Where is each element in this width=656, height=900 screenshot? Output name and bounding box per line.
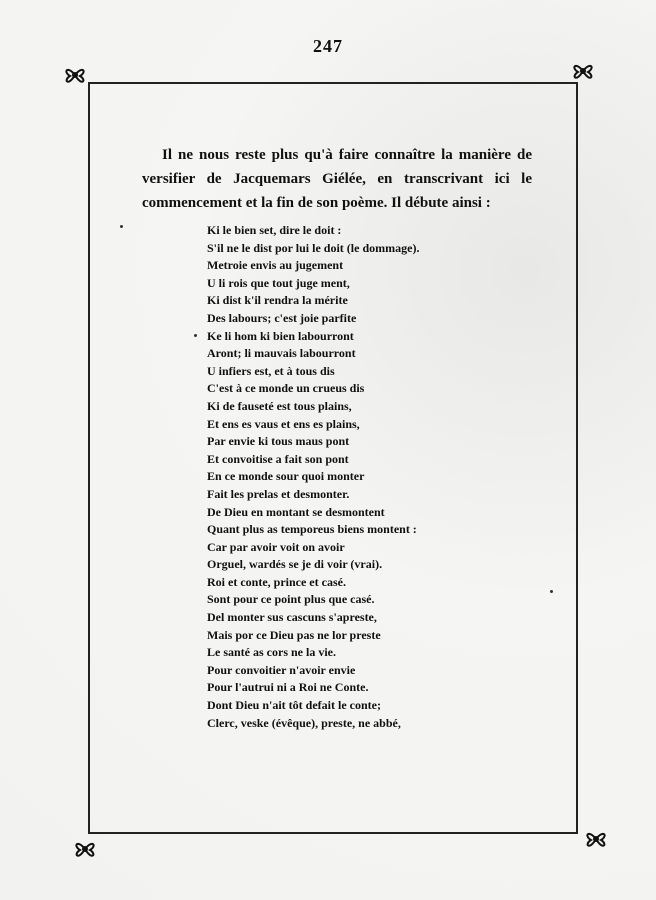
- poem-line: Car par avoir voit on avoir: [207, 539, 345, 554]
- poem-line: Ki le bien set, dire le doit :: [207, 223, 342, 237]
- poem-line: U li rois que tout juge ment,: [207, 275, 350, 290]
- poem-line: Ki dist k'il rendra la mérite: [207, 293, 348, 308]
- poem-line: C'est à ce monde un crueus dis: [207, 381, 365, 396]
- poem-line: De Dieu en montant se desmontent: [207, 504, 385, 519]
- poem-line: Pour convoitier n'avoir envie: [207, 662, 356, 677]
- poem-line: Et convoitise a fait son pont: [207, 451, 349, 466]
- poem-line: Aront; li mauvais labourront: [207, 346, 356, 361]
- ink-speck: [550, 590, 553, 593]
- poem-line: Dont Dieu n'ait tôt defait le conte;: [207, 698, 381, 713]
- ink-speck: [120, 225, 123, 228]
- poem-line: Metroie envis au jugement: [207, 258, 344, 273]
- fleuron-icon: [570, 58, 596, 84]
- poem-line: Roi et conte, prince et casé.: [207, 574, 346, 589]
- poem-line: S'il ne le dist por lui le doit (le dommage).: [207, 240, 420, 255]
- poem-line: Ki de fauseté est tous plains,: [207, 398, 352, 413]
- poem-line: Par envie ki tous maus pont: [207, 434, 350, 449]
- poem-line: Clerc, veske (évêque), preste, ne abbé,: [207, 715, 401, 730]
- intro-paragraph: Il ne nous reste plus qu'à faire connaître la manière de versifier de Jacquemars Giélée, en transcrivant ici le commencement et la fin de son poème. Il débute ainsi :: [142, 147, 532, 211]
- poem-line: U infiers est, et à tous dis: [207, 363, 335, 378]
- ink-speck: [194, 334, 197, 337]
- poem-line: Sont pour ce point plus que casé.: [207, 592, 375, 607]
- poem-line: En ce monde sour quoi monter: [207, 469, 365, 484]
- fleuron-icon: [62, 62, 88, 88]
- poem-line: Et ens es vaus et ens es plains,: [207, 416, 360, 431]
- poem-line: Mais por ce Dieu pas ne lor preste: [207, 627, 381, 642]
- fleuron-icon: [583, 826, 609, 852]
- page-number: 247: [313, 36, 343, 56]
- poem-line: Le santé as cors ne la vie.: [207, 645, 336, 660]
- poem-line: Quant plus as temporeus biens montent :: [207, 522, 417, 537]
- poem-line: Des labours; c'est joie parfite: [207, 310, 357, 325]
- poem-verses: [207, 222, 507, 732]
- poem-line: Pour l'autrui ni a Roi ne Conte.: [207, 680, 369, 695]
- poem-line: Orguel, wardés se je di voir (vrai).: [207, 557, 383, 572]
- fleuron-icon: [72, 836, 98, 862]
- poem-line: Fait les prelas et desmonter.: [207, 486, 350, 501]
- poem-line: Del monter sus cascuns s'apreste,: [207, 610, 377, 625]
- poem-line: Ke li hom ki bien labourront: [207, 328, 354, 343]
